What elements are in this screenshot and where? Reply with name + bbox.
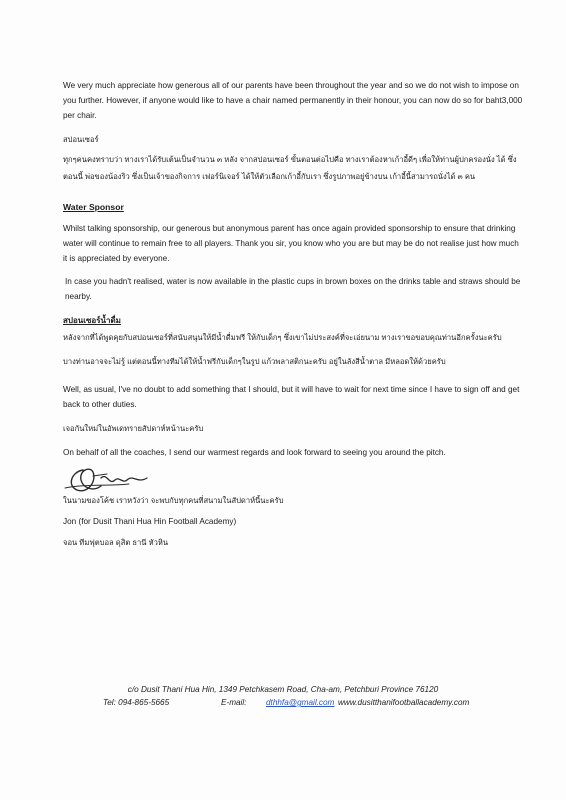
cups-paragraph: In case you hadn't realised, water is now available in the plastic cups in brown boxes on the drinks table and straws should be nearby. <box>65 277 521 301</box>
water-sponsor-paragraph: Whilst talking sponsorship, our generous but anonymous parent has once again provided sponsorship to ensure that drinking water will continue to remain free to all players. Thank you sir, you know who you are but may be do not realise just how much it is appreciated by everyone. <box>63 224 519 263</box>
footer-contact-line <box>0 696 566 709</box>
letter-body <box>63 78 525 551</box>
thai-water-paragraph-2: บางท่านอาจจะไม่รู้ แต่ตอนนี้ทางทีมได้ให้น้ำฟรีกับเด็กๆในรูป แก้วพลาสติกนะครับ อยู่ในลังสีน้ำตาล มีหลอดให้ด้วยครับ <box>63 357 446 366</box>
footer-email-label: E-mail: <box>221 698 247 707</box>
footer-telephone: Tel: 094-865-5665 <box>103 698 170 707</box>
chairs-paragraph: We very much appreciate how generous all of our parents have been throughout the year and so we do not wish to impose on you further. However, if anyone would like to have a chair named permanently in their honour, you can now do so for baht3,000 per chair. <box>63 81 523 120</box>
footer-website[interactable]: www.dusitthanifootballacademy.com <box>338 698 470 707</box>
thai-next-week: เจอกันใหม่ในอัพเดทรายสัปดาห์หน้านะครับ <box>63 424 204 433</box>
thai-sponsor-paragraph: ทุกๆคนคงทราบว่า ทางเราได้รับเต้นเป็นจำนวน ๓ หลัง จากสปอนเซอร์ ขั้นตอนต่อไปคือ ทางเราต้องหาเก้าอี้ดีๆ เพื่อให้ท่านผู้ปกครองนั่ง ได้ ซึ่งตอนนี้ พ่อของน้องริว ซึ่งเป็นเจ้าของกิจการ เฟอร์นิเจอร์ ได้ให้ตัวเลือกเก้าอี้กับเรา ซึ่งรูปภาพอยู่ข้างบน เก้าอี้นี้สามารถนั่งได้ ๓ คน <box>63 155 517 181</box>
letter-footer <box>0 683 566 709</box>
signoff-thai: จอน ทีมฟุตบอล ดุสิต ธานี หัวหิน <box>63 538 169 547</box>
thai-water-paragraph-1: หลังจากที่ได้พูดคุยกับสปอนเซอร์ที่สนับสนุนให้มีน้ำดื่มฟรี ให้กับเด็กๆ ซึ่งเขาไม่ประสงค์ที่จะเอ่ยนาม ทางเราขอขอบคุณท่านอีกครั้งนะครับ <box>63 333 502 342</box>
footer-address: c/o Dusit Thani Hua Hin, 1349 Petchkasem Road, Cha-am, Petchburi Province 76120 <box>127 685 439 694</box>
footer-email-link[interactable]: dthhfa@gmail.com <box>266 698 335 707</box>
thai-closing: ในนามของโค้ช เราหวังว่า จะพบกับทุกคนที่สนามในสัปดาห์นี้นะครับ <box>63 496 284 505</box>
usual-paragraph: Well, as usual, I've no doubt to add something that I should, but it will have to wait for next time since I have to sign off and get back to other duties. <box>63 385 520 409</box>
signoff-english: Jon (for Dusit Thani Hua Hin Football Academy) <box>63 517 237 526</box>
thai-water-heading: สปอนเซอร์น้ำดื่ม <box>63 316 121 325</box>
water-sponsor-heading: Water Sponsor <box>63 202 124 212</box>
regards-paragraph: On behalf of all the coaches, I send our warmest regards and look forward to seeing you around the pitch. <box>63 448 446 457</box>
thai-sponsor-heading: สปอนเซอร์ <box>63 135 99 144</box>
